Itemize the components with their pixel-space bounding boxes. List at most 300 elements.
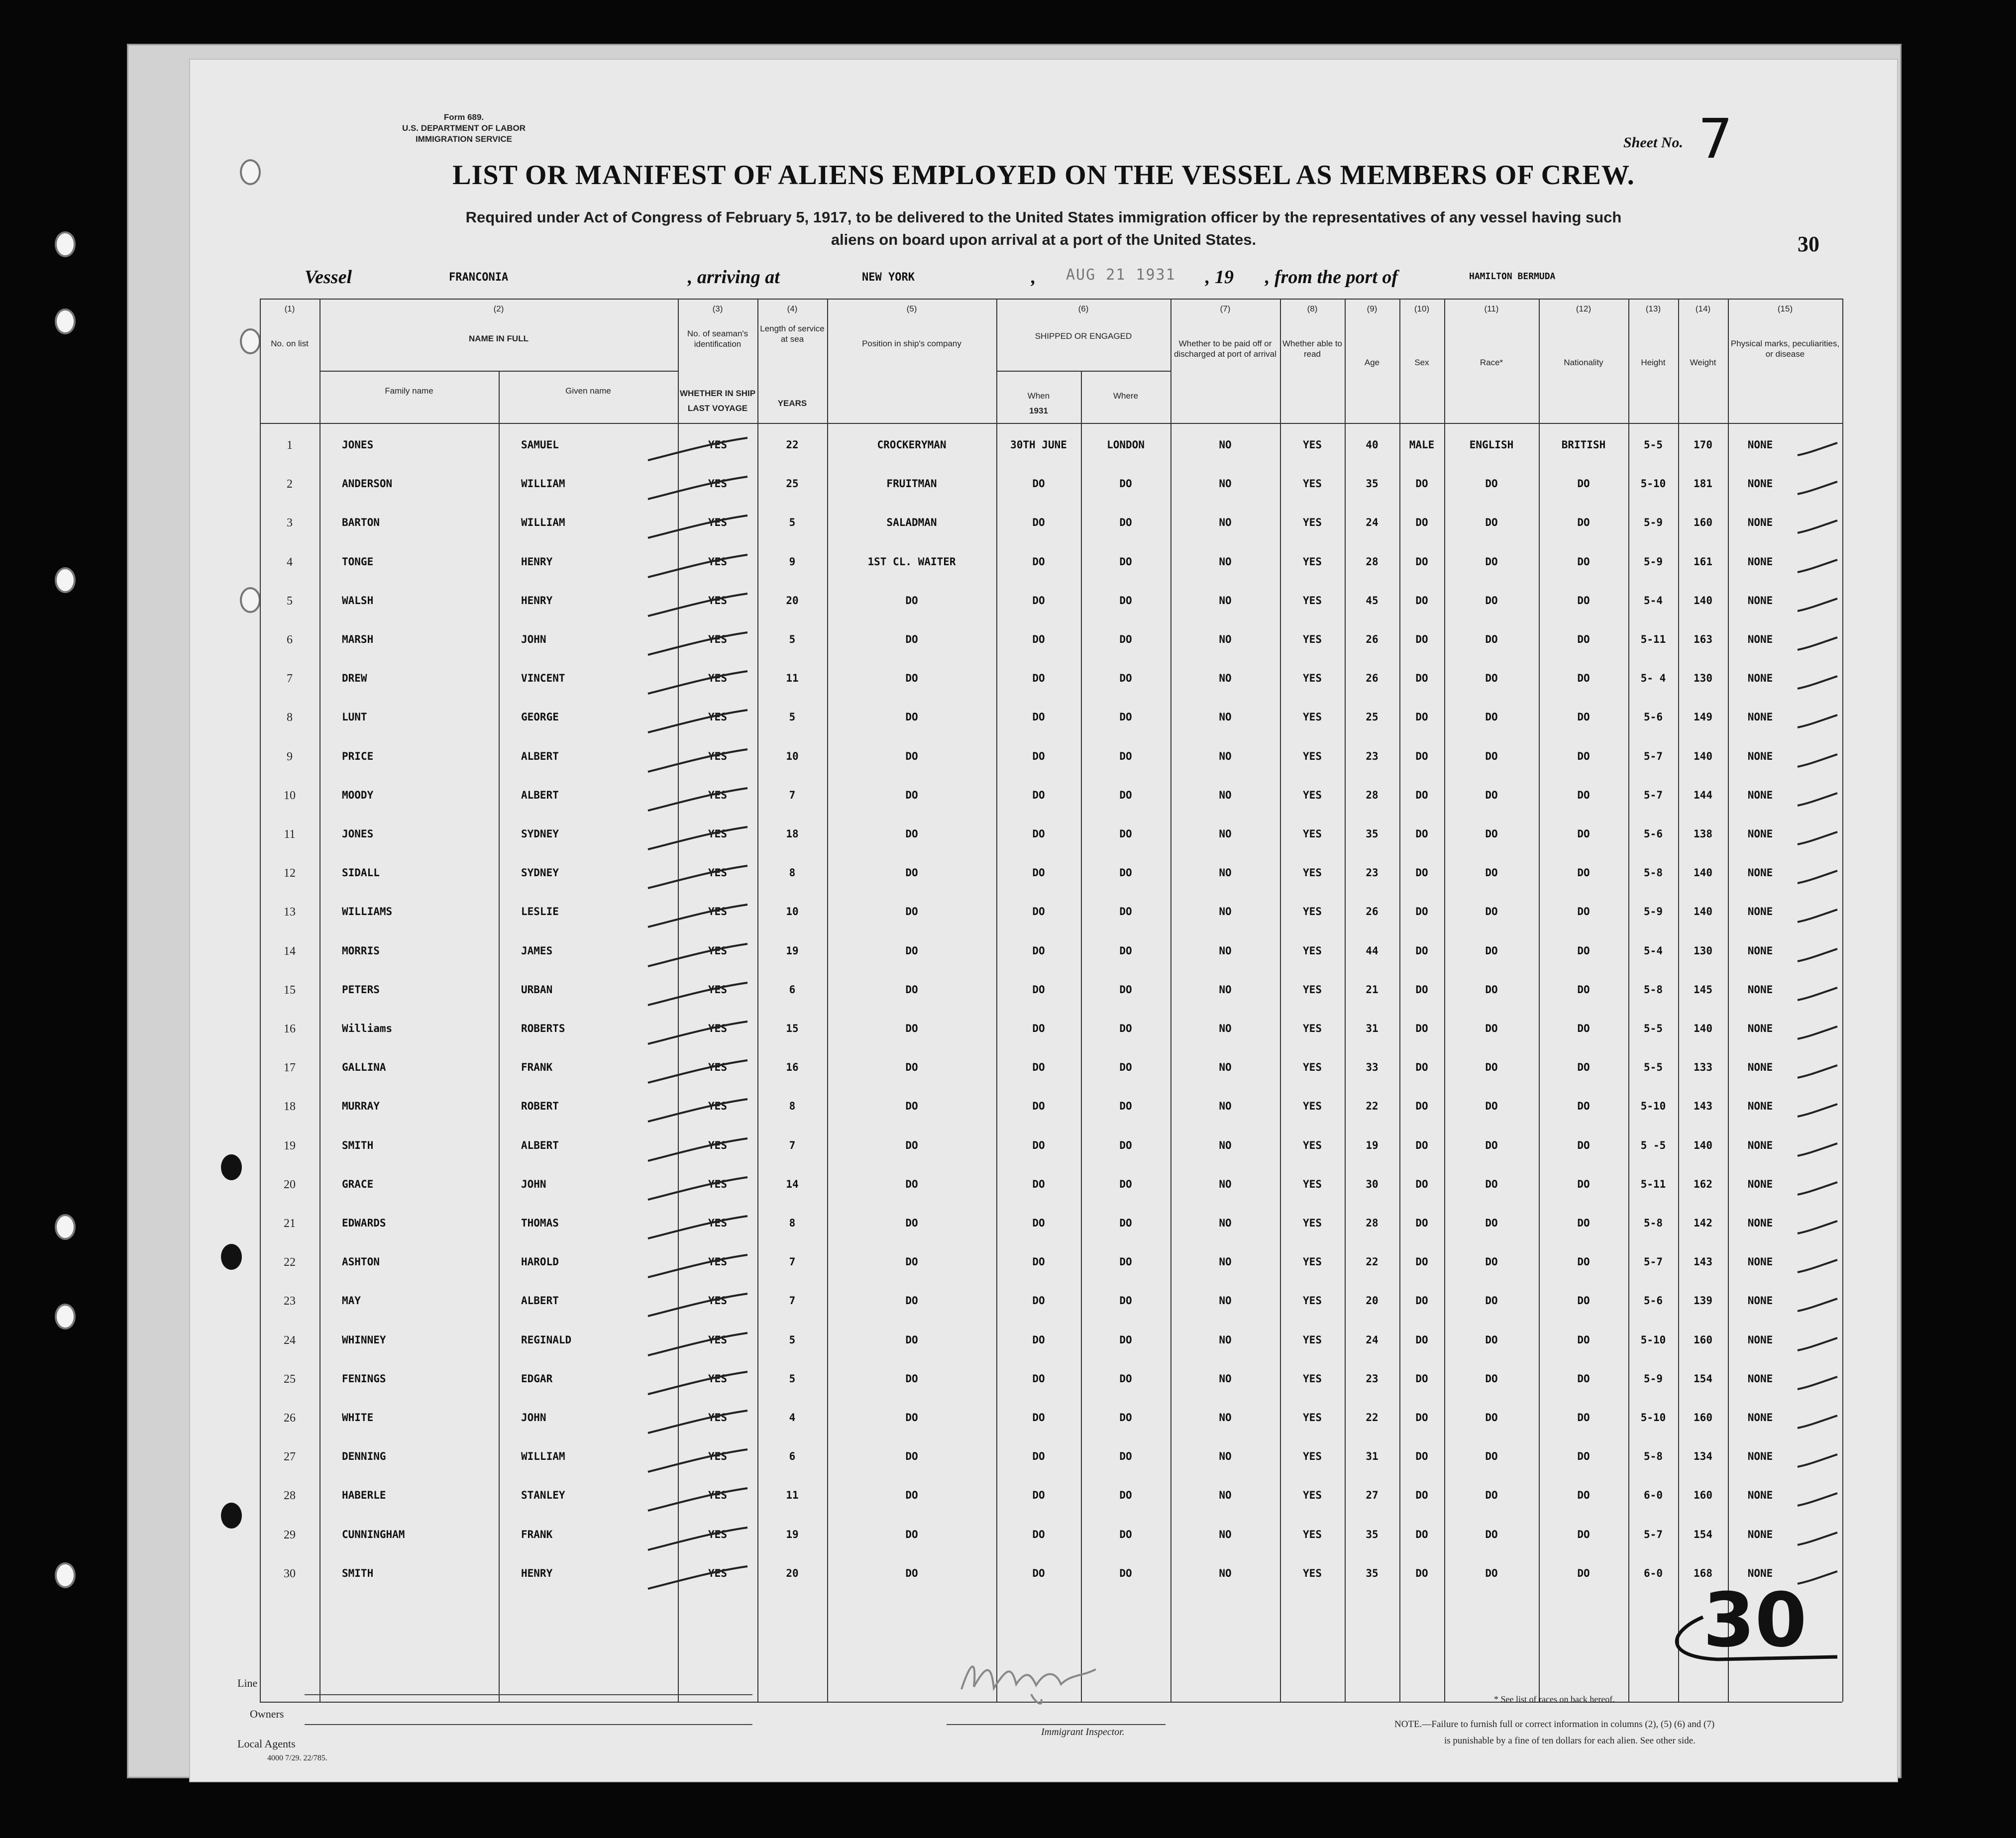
cell-weight: 140 [1694,594,1712,607]
cell-race: DO [1485,1412,1498,1424]
marks-stroke [1795,635,1840,655]
cell-nationality: DO [1577,1256,1590,1268]
cell-position: DO [905,711,918,723]
check-stroke [643,435,752,465]
cell-position: DO [905,750,918,762]
cell-nationality: DO [1577,478,1590,490]
table-row [260,1250,1842,1289]
cell-given-name: WILLIAM [521,516,565,529]
cell-physical-marks: NONE [1747,828,1773,840]
cell-age: 22 [1366,1100,1379,1113]
cell-shipped-where: DO [1119,1256,1132,1268]
cell-sex: DO [1415,906,1428,918]
cell-race: DO [1485,1450,1498,1463]
cell-position: DO [905,1022,918,1034]
cell-nationality: DO [1577,1333,1590,1346]
cell-identification: YES [708,1372,727,1385]
cell-paid-off: NO [1219,944,1232,957]
column-rule [1842,299,1843,1702]
cell-weight: 140 [1694,1022,1712,1034]
cell-length-of-service: 7 [789,1139,796,1151]
cell-age: 19 [1366,1139,1379,1151]
cell-length-of-service: 6 [789,1450,796,1463]
cell-nationality: DO [1577,750,1590,762]
col-c6-year: 1931 [1029,406,1048,415]
cell-physical-marks: NONE [1747,1256,1773,1268]
cell-identification: YES [708,1178,727,1190]
check-stroke [643,747,752,777]
col-c6-number: (6) [1078,304,1089,313]
arriving-comma: , [1031,267,1036,288]
cell-weight: 130 [1694,944,1712,957]
table-row [260,1523,1842,1561]
marks-stroke [1795,1530,1840,1550]
cell-age: 20 [1366,1295,1379,1307]
cell-family-name: SMITH [342,1139,374,1151]
cell-shipped-when: DO [1032,1061,1045,1074]
cell-row-number: 17 [284,1061,296,1075]
cell-paid-off: NO [1219,789,1232,801]
manifest-sheet [189,59,1898,1782]
cell-shipped-where: DO [1119,983,1132,996]
cell-sex: MALE [1409,439,1435,451]
cell-age: 23 [1366,750,1379,762]
cell-race: DO [1485,711,1498,723]
marks-stroke [1795,752,1840,772]
cell-shipped-when: DO [1032,983,1045,996]
cell-age: 35 [1366,478,1379,490]
cell-shipped-where: DO [1119,1061,1132,1074]
cell-race: DO [1485,944,1498,957]
cell-given-name: ALBERT [521,750,559,762]
marks-stroke [1795,1219,1840,1238]
cell-weight: 160 [1694,516,1712,529]
sheet-hole [240,328,261,354]
cell-height: 5- 4 [1640,672,1666,685]
cell-able-to-read: YES [1303,1489,1322,1502]
cell-height: 5-10 [1640,1412,1666,1424]
cell-able-to-read: YES [1303,789,1322,801]
cell-length-of-service: 11 [786,1489,799,1502]
col-c12-label: Nationality [1564,358,1603,367]
table-row [260,705,1842,744]
check-stroke [643,1369,752,1399]
cell-race: DO [1485,1489,1498,1502]
cell-able-to-read: YES [1303,1333,1322,1346]
cell-age: 22 [1366,1256,1379,1268]
table-row [260,861,1842,900]
marks-stroke [1795,1335,1840,1355]
cell-sex: DO [1415,516,1428,529]
inspector-label: Immigrant Inspector. [1041,1727,1125,1737]
inspector-signature [956,1649,1106,1709]
cell-race: DO [1485,1333,1498,1346]
cell-nationality: DO [1577,867,1590,879]
cell-sex: DO [1415,828,1428,840]
cell-shipped-when: DO [1032,1450,1045,1463]
cell-position: DO [905,1139,918,1151]
cell-shipped-where: DO [1119,1139,1132,1151]
handwritten-total: 30 [1703,1577,1807,1664]
cell-family-name: TONGE [342,555,374,568]
cell-weight: 160 [1694,1412,1712,1424]
cell-position: DO [905,1412,918,1424]
table-row [260,1444,1842,1483]
cell-able-to-read: YES [1303,944,1322,957]
cell-weight: 168 [1694,1567,1712,1579]
check-stroke [643,1486,752,1516]
marks-stroke [1795,1024,1840,1044]
cell-identification: YES [708,906,727,918]
cell-paid-off: NO [1219,711,1232,723]
check-stroke [643,1019,752,1049]
cell-row-number: 20 [284,1178,296,1191]
cell-sex: DO [1415,1178,1428,1190]
cell-height: 5-7 [1644,1528,1663,1540]
cell-given-name: ALBERT [521,1139,559,1151]
cell-race: DO [1485,1100,1498,1113]
col-c2-family: Family name [385,386,433,396]
col-c7-label: Whether to be paid off or discharged at port of arrival [1174,339,1276,359]
cell-paid-off: NO [1219,1217,1232,1229]
cell-family-name: MARSH [342,633,374,645]
check-stroke [643,1175,752,1205]
cell-height: 5 -5 [1640,1139,1666,1151]
cell-row-number: 14 [284,944,296,958]
cell-row-number: 13 [284,906,296,919]
cell-physical-marks: NONE [1747,1061,1773,1074]
cell-weight: 170 [1694,439,1712,451]
cell-family-name: FENINGS [342,1372,386,1385]
col-c9-label: Age [1364,358,1380,367]
cell-family-name: EDWARDS [342,1217,386,1229]
table-row [260,1094,1842,1133]
cell-shipped-when: DO [1032,867,1045,879]
marks-stroke [1795,1257,1840,1277]
cell-weight: 161 [1694,555,1712,568]
cell-weight: 154 [1694,1372,1712,1385]
cell-able-to-read: YES [1303,867,1322,879]
cell-sex: DO [1415,1450,1428,1463]
col-c10-label: Sex [1414,358,1429,367]
cell-sex: DO [1415,1412,1428,1424]
cell-shipped-where: DO [1119,672,1132,685]
cell-shipped-where: DO [1119,711,1132,723]
arrival-date-stamp: AUG 21 1931 [1066,266,1176,284]
cell-length-of-service: 5 [789,633,796,645]
cell-paid-off: NO [1219,1333,1232,1346]
cell-sex: DO [1415,555,1428,568]
cell-able-to-read: YES [1303,1256,1322,1268]
check-stroke [643,591,752,621]
cell-nationality: DO [1577,516,1590,529]
cell-able-to-read: YES [1303,1528,1322,1540]
cell-shipped-where: DO [1119,1022,1132,1034]
cell-height: 5-4 [1644,944,1663,957]
col-c4-typed: YEARS [777,399,807,408]
cell-length-of-service: 7 [789,1295,796,1307]
marks-stroke [1795,1374,1840,1394]
marks-stroke [1795,557,1840,577]
cell-row-number: 9 [287,750,293,763]
cell-weight: 145 [1694,983,1712,996]
cell-shipped-when: DO [1032,711,1045,723]
cell-sex: DO [1415,1217,1428,1229]
cell-identification: YES [708,944,727,957]
cell-family-name: LUNT [342,711,367,723]
cell-race: ENGLISH [1469,439,1514,451]
check-stroke [643,786,752,816]
cell-length-of-service: 7 [789,1256,796,1268]
cell-row-number: 15 [284,983,296,997]
cell-length-of-service: 15 [786,1022,799,1034]
cell-physical-marks: NONE [1747,1567,1773,1579]
cell-given-name: REGINALD [521,1333,572,1346]
cell-shipped-where: DO [1119,516,1132,529]
cell-given-name: HENRY [521,555,553,568]
cell-shipped-when: DO [1032,750,1045,762]
cell-nationality: DO [1577,944,1590,957]
col-c15-label: Physical marks, peculiarities, or disease [1730,339,1840,359]
cell-able-to-read: YES [1303,555,1322,568]
cell-paid-off: NO [1219,1022,1232,1034]
cell-race: DO [1485,1061,1498,1074]
cell-able-to-read: YES [1303,478,1322,490]
cell-able-to-read: YES [1303,594,1322,607]
cell-identification: YES [708,1022,727,1034]
cell-shipped-when: DO [1032,1295,1045,1307]
cell-identification: YES [708,1295,727,1307]
sheet-hole [221,1154,242,1180]
col-c13-label: Height [1641,358,1666,367]
cell-physical-marks: NONE [1747,1295,1773,1307]
fine-note-2: is punishable by a fine of ten dollars for each alien. See other side. [1444,1736,1696,1746]
cell-weight: 154 [1694,1528,1712,1540]
cell-age: 26 [1366,672,1379,685]
footer-print-code: 4000 7/29. 22/785. [267,1754,327,1762]
cell-age: 44 [1366,944,1379,957]
cell-age: 22 [1366,1412,1379,1424]
col-c10-number: (10) [1414,304,1430,313]
cell-given-name: HENRY [521,1567,553,1579]
cell-family-name: MOODY [342,789,374,801]
cell-shipped-when: DO [1032,828,1045,840]
table-row [260,1561,1842,1600]
cell-height: 5-7 [1644,750,1663,762]
header-sub-rule [319,371,678,372]
cell-weight: 140 [1694,1139,1712,1151]
cell-race: DO [1485,867,1498,879]
footer-owners-label: Owners [250,1708,284,1720]
subtitle-line-1: Required under Act of Congress of February 5, 1917, to be delivered to the United States immigration officer by the representatives of any vessel having such [465,208,1622,226]
cell-height: 5-4 [1644,594,1663,607]
marks-stroke [1795,518,1840,538]
cell-position: DO [905,1489,918,1502]
cell-position: DO [905,867,918,879]
check-stroke [643,1330,752,1360]
cell-row-number: 21 [284,1217,296,1230]
cell-race: DO [1485,1528,1498,1540]
cell-shipped-where: DO [1119,1100,1132,1113]
cell-age: 23 [1366,1372,1379,1385]
cell-identification: YES [708,1412,727,1424]
cell-weight: 181 [1694,478,1712,490]
cell-physical-marks: NONE [1747,1333,1773,1346]
cell-age: 45 [1366,594,1379,607]
cell-given-name: ALBERT [521,1295,559,1307]
cell-shipped-where: DO [1119,1528,1132,1540]
cell-nationality: DO [1577,1217,1590,1229]
cell-physical-marks: NONE [1747,594,1773,607]
cell-identification: YES [708,1528,727,1540]
cell-row-number: 10 [284,789,296,802]
col-c14-number: (14) [1695,304,1711,313]
cell-given-name: JAMES [521,944,553,957]
cell-physical-marks: NONE [1747,983,1773,996]
cell-nationality: DO [1577,1567,1590,1579]
cell-sex: DO [1415,1489,1428,1502]
cell-given-name: HENRY [521,594,553,607]
subtitle-line-2: aliens on board upon arrival at a port of the United States. [831,231,1257,248]
footer-owners-rule [305,1724,752,1725]
cell-identification: YES [708,983,727,996]
cell-weight: 133 [1694,1061,1712,1074]
cell-nationality: DO [1577,594,1590,607]
footer-line-label: Line [237,1677,258,1689]
check-stroke [643,1097,752,1126]
cell-position: DO [905,1567,918,1579]
cell-shipped-when: DO [1032,633,1045,645]
cell-paid-off: NO [1219,478,1232,490]
cell-able-to-read: YES [1303,516,1322,529]
cell-family-name: JONES [342,439,374,451]
cell-shipped-when: DO [1032,594,1045,607]
check-stroke [643,941,752,971]
arriving-label: , arriving at [688,267,780,288]
cell-row-number: 30 [284,1567,296,1580]
col-c3-typed-2: LAST VOYAGE [687,404,748,413]
sheet-hole [221,1244,242,1270]
cell-nationality: DO [1577,1100,1590,1113]
cell-row-number: 7 [287,672,293,686]
cell-length-of-service: 14 [786,1178,799,1190]
cell-shipped-where: DO [1119,1295,1132,1307]
sheet-no-label: Sheet No. [1623,134,1683,151]
cell-position: DO [905,983,918,996]
check-stroke [643,824,752,854]
check-stroke [643,669,752,699]
cell-race: DO [1485,789,1498,801]
check-stroke [643,1291,752,1321]
cell-shipped-where: DO [1119,906,1132,918]
cell-position: DO [905,672,918,685]
cell-height: 5-10 [1640,1100,1666,1113]
cell-able-to-read: YES [1303,672,1322,685]
cell-paid-off: NO [1219,1567,1232,1579]
cell-shipped-where: DO [1119,1450,1132,1463]
check-stroke [643,1564,752,1594]
cell-race: DO [1485,1178,1498,1190]
cell-sex: DO [1415,789,1428,801]
table-row [260,900,1842,938]
cell-row-number: 5 [287,594,293,608]
cell-shipped-where: DO [1119,828,1132,840]
cell-age: 35 [1366,1567,1379,1579]
cell-height: 5-10 [1640,478,1666,490]
cell-race: DO [1485,1567,1498,1579]
binder-hole [55,1304,76,1329]
cell-identification: YES [708,555,727,568]
cell-identification: YES [708,516,727,529]
cell-weight: 162 [1694,1178,1712,1190]
cell-physical-marks: NONE [1747,439,1773,451]
cell-identification: YES [708,1061,727,1074]
cell-position: SALADMAN [886,516,937,529]
cell-row-number: 11 [284,828,296,841]
check-stroke [643,513,752,543]
cell-physical-marks: NONE [1747,1139,1773,1151]
cell-length-of-service: 5 [789,711,796,723]
cell-length-of-service: 22 [786,439,799,451]
cell-height: 5-6 [1644,828,1663,840]
cell-shipped-when: DO [1032,1528,1045,1540]
cell-row-number: 19 [284,1139,296,1152]
cell-shipped-when: DO [1032,906,1045,918]
cell-shipped-when: DO [1032,478,1045,490]
cell-position: DO [905,1217,918,1229]
cell-race: DO [1485,1256,1498,1268]
cell-physical-marks: NONE [1747,867,1773,879]
cell-race: DO [1485,828,1498,840]
cell-sex: DO [1415,1022,1428,1034]
cell-paid-off: NO [1219,1256,1232,1268]
corner-count: 30 [1798,232,1819,256]
marks-stroke [1795,1452,1840,1472]
cell-family-name: JONES [342,828,374,840]
cell-able-to-read: YES [1303,1567,1322,1579]
table-row [260,1367,1842,1406]
cell-given-name: SAMUEL [521,439,559,451]
cell-able-to-read: YES [1303,1217,1322,1229]
cell-nationality: BRITISH [1561,439,1606,451]
cell-shipped-where: DO [1119,1333,1132,1346]
marks-stroke [1795,1063,1840,1083]
cell-position: 1ST CL. WAITER [867,555,956,568]
cell-paid-off: NO [1219,516,1232,529]
marks-stroke [1795,596,1840,616]
cell-given-name: VINCENT [521,672,565,685]
cell-height: 5-9 [1644,555,1663,568]
cell-length-of-service: 8 [789,867,796,879]
cell-height: 5-8 [1644,1217,1663,1229]
cell-age: 30 [1366,1178,1379,1190]
cell-row-number: 28 [284,1489,296,1503]
cell-race: DO [1485,1295,1498,1307]
cell-length-of-service: 5 [789,1372,796,1385]
cell-length-of-service: 10 [786,750,799,762]
cell-paid-off: NO [1219,1450,1232,1463]
cell-height: 5-7 [1644,789,1663,801]
cell-shipped-when: DO [1032,1256,1045,1268]
cell-weight: 160 [1694,1333,1712,1346]
table-row [260,1289,1842,1327]
col-c4-number: (4) [787,304,798,313]
cell-age: 33 [1366,1061,1379,1074]
cell-given-name: WILLIAM [521,478,565,490]
cell-sex: DO [1415,1061,1428,1074]
cell-family-name: MAY [342,1295,361,1307]
cell-sex: DO [1415,1100,1428,1113]
